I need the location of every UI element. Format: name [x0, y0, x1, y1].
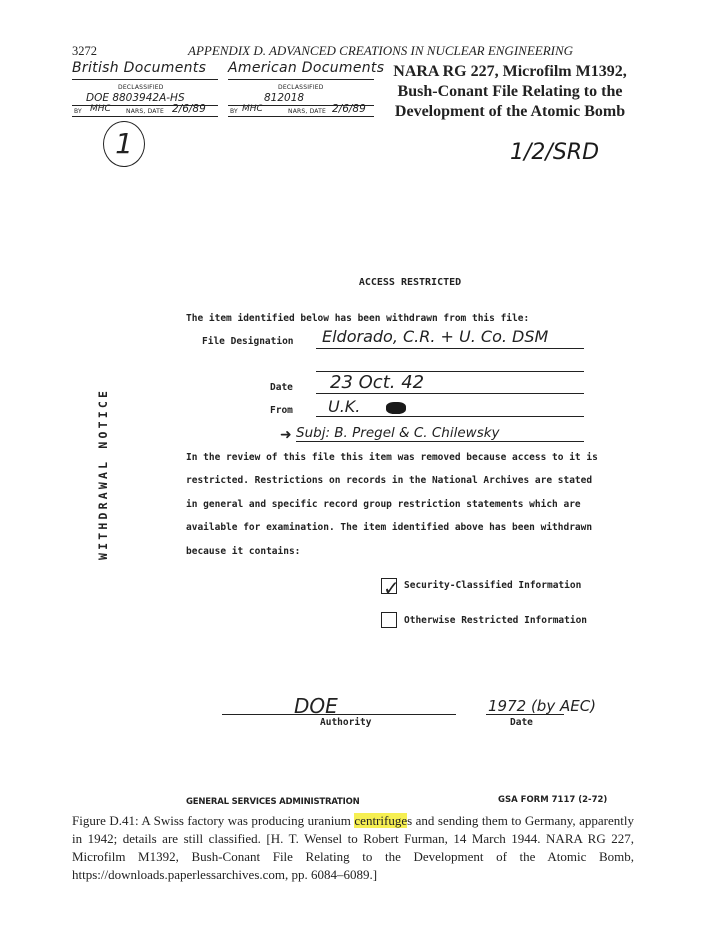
circled-number-mark: 1 [103, 121, 145, 167]
body-line: in general and specific record group restriction statements which are [186, 499, 581, 510]
stamp-rule [228, 116, 374, 117]
british-documents-title: British Documents [72, 60, 207, 76]
signature-date-label: Date [510, 717, 533, 728]
american-date: 2/6/89 [332, 103, 366, 115]
form-intro: The item identified below has been withdrawn from this file: [186, 313, 530, 324]
body-line: because it contains: [186, 546, 301, 557]
authority-value: DOE [294, 694, 338, 718]
from-line [316, 416, 584, 417]
subject-line [296, 441, 584, 442]
source-title-line: Development of the Atomic Bomb [394, 103, 626, 120]
signature-date-line [486, 714, 564, 715]
british-documents-stamp [72, 60, 218, 116]
redaction-scribble [386, 402, 406, 414]
running-header: APPENDIX D. ADVANCED CREATIONS IN NUCLEAR ENGINEERING [188, 43, 574, 58]
withdrawal-notice-title: WITHDRAWAL NOTICE [96, 387, 110, 560]
date-value: 23 Oct. 42 [330, 372, 425, 393]
stamp-rule [72, 116, 218, 117]
otherwise-restricted-label: Otherwise Restricted Information [404, 615, 588, 626]
figure-caption [72, 812, 634, 884]
from-value: U.K. [328, 397, 361, 416]
page-number: 3272 [72, 44, 97, 58]
authority-label: Authority [320, 717, 372, 728]
american-documents-stamp [228, 60, 385, 116]
american-authority: 812018 [264, 92, 305, 104]
caption-highlight: centrifuge [354, 813, 408, 828]
classification-mark: 1/2/SRD [510, 140, 600, 165]
otherwise-restricted-checkbox [381, 612, 397, 628]
date-line [316, 393, 584, 394]
from-label: From [270, 405, 293, 416]
arrow-marker-icon: ➜ [280, 427, 292, 443]
british-by-label: BY [74, 108, 82, 115]
gsa-agency: GENERAL SERVICES ADMINISTRATION [186, 797, 360, 807]
british-date-label: NARS, DATE [126, 108, 164, 115]
stamp-rule [72, 79, 218, 80]
american-status: DECLASSIFIED [278, 84, 324, 91]
gsa-form-number: GSA FORM 7117 (2-72) [498, 795, 608, 805]
authority-line [222, 714, 456, 715]
security-classified-label: Security-Classified Information [404, 580, 582, 591]
date-label: Date [270, 382, 293, 393]
source-title-line: Bush-Conant File Relating to the [397, 83, 623, 100]
file-designation-label: File Designation [202, 336, 294, 347]
caption-text-rest: s and sending them to Germany, apparently in 1942; details are still classified. [H. T. Wensel to Robert Furman, 14 March 1944. NARA RG 227, Microfilm M1392, Bush-Conant File Relating to the Development of the Atomic Bomb, https://downloads.paperlessarchives.com, pp. 6084–6089.] [72, 813, 635, 882]
american-by: MHC [242, 104, 263, 114]
british-authority: DOE 8803942A-HS [86, 92, 185, 104]
american-documents-title: American Documents [228, 60, 385, 76]
file-designation-value: Eldorado, C.R. + U. Co. DSM [322, 327, 549, 346]
british-status: DECLASSIFIED [118, 84, 164, 91]
file-designation-line [316, 348, 584, 349]
british-by: MHC [90, 104, 111, 114]
checkmark-icon: ✓ [383, 576, 400, 600]
body-line: restricted. Restrictions on records in the National Archives are stated [186, 475, 593, 486]
access-restricted-heading: ACCESS RESTRICTED [358, 277, 462, 288]
subject-value: Subj: B. Pregel & C. Chilewsky [296, 425, 500, 441]
body-line: available for examination. The item identified above has been withdrawn [186, 522, 593, 533]
american-date-label: NARS, DATE [288, 108, 326, 115]
stamp-rule [228, 79, 374, 80]
source-title-line: NARA RG 227, Microfilm M1392, [393, 63, 627, 80]
american-by-label: BY [230, 108, 238, 115]
signature-date-value: 1972 (by AEC) [488, 697, 597, 715]
caption-text: Figure D.41: A Swiss factory was producing uranium [72, 813, 355, 828]
british-date: 2/6/89 [172, 103, 206, 115]
body-line: In the review of this file this item was removed because access to it is [186, 452, 598, 463]
source-title [388, 62, 632, 122]
